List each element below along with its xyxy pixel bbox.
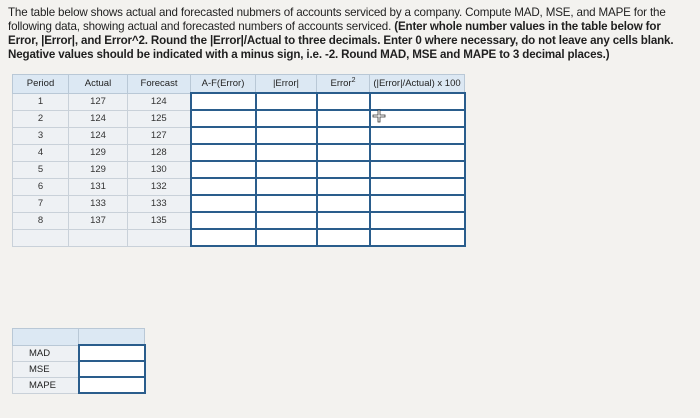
percent-error-input-cell[interactable] <box>370 93 465 110</box>
header-error-squared-label: Error <box>330 78 352 89</box>
forecast-cell: 125 <box>128 110 191 127</box>
summary-label: MAPE <box>13 377 79 393</box>
table-row <box>13 178 465 195</box>
error-input[interactable] <box>192 180 255 193</box>
empty-cell[interactable] <box>191 229 256 246</box>
period-cell: 6 <box>13 178 69 195</box>
actual-cell: 127 <box>69 93 128 110</box>
table-row <box>13 127 465 144</box>
summary-header-blank <box>13 329 79 346</box>
abs-error-input[interactable] <box>257 214 316 227</box>
error-squared-input-cell[interactable] <box>317 93 370 110</box>
actual-cell: 131 <box>69 178 128 195</box>
abs-error-input-cell[interactable] <box>256 161 317 178</box>
error-input[interactable] <box>192 129 255 142</box>
error-input[interactable] <box>192 197 255 210</box>
percent-error-input[interactable] <box>371 214 464 227</box>
empty-cell[interactable] <box>317 229 370 246</box>
abs-error-input-cell[interactable] <box>256 195 317 212</box>
header-error: A-F(Error) <box>191 75 256 94</box>
actual-cell: 124 <box>69 127 128 144</box>
error-input-cell[interactable] <box>191 110 256 127</box>
error-squared-input[interactable] <box>318 95 369 108</box>
actual-cell: 129 <box>69 161 128 178</box>
table-row <box>13 144 465 161</box>
forecast-table <box>12 74 466 247</box>
error-input-cell[interactable] <box>191 212 256 229</box>
summary-header-blank-2 <box>79 329 145 346</box>
percent-error-input-cell[interactable] <box>370 144 465 161</box>
header-abs-error: |Error| <box>256 75 317 94</box>
error-squared-input[interactable] <box>318 163 369 176</box>
summary-input-cell[interactable] <box>79 345 145 361</box>
summary-table <box>12 328 146 394</box>
percent-error-input-cell[interactable] <box>370 178 465 195</box>
abs-error-input-cell[interactable] <box>256 178 317 195</box>
forecast-cell: 128 <box>128 144 191 161</box>
abs-error-input-cell[interactable] <box>256 93 317 110</box>
error-squared-input[interactable] <box>318 197 369 210</box>
abs-error-input-cell[interactable] <box>256 110 317 127</box>
error-squared-input[interactable] <box>318 112 369 125</box>
empty-cell <box>128 229 191 246</box>
table-row-empty <box>13 229 465 246</box>
period-cell: 5 <box>13 161 69 178</box>
header-error-squared-sup: 2 <box>351 76 356 84</box>
summary-label: MSE <box>13 361 79 377</box>
percent-error-input-cell[interactable] <box>370 161 465 178</box>
error-squared-input-cell[interactable] <box>317 212 370 229</box>
summary-input-cell[interactable] <box>79 377 145 393</box>
table-row <box>13 212 465 229</box>
error-input[interactable] <box>192 163 255 176</box>
header-period: Period <box>13 75 69 94</box>
header-row <box>13 75 465 94</box>
abs-error-input[interactable] <box>257 129 316 142</box>
empty-cell <box>69 229 128 246</box>
actual-cell: 124 <box>69 110 128 127</box>
error-input-cell[interactable] <box>191 161 256 178</box>
error-input-cell[interactable] <box>191 178 256 195</box>
empty-cell[interactable] <box>256 229 317 246</box>
abs-error-input-cell[interactable] <box>256 212 317 229</box>
error-squared-input[interactable] <box>318 146 369 159</box>
error-squared-input-cell[interactable] <box>317 178 370 195</box>
percent-error-input[interactable] <box>371 197 464 210</box>
header-actual: Actual <box>69 75 128 94</box>
summary-row <box>13 361 145 377</box>
forecast-cell: 133 <box>128 195 191 212</box>
error-input-cell[interactable] <box>191 144 256 161</box>
error-squared-input-cell[interactable] <box>317 161 370 178</box>
error-squared-input[interactable] <box>318 180 369 193</box>
period-cell: 7 <box>13 195 69 212</box>
error-squared-input[interactable] <box>318 214 369 227</box>
percent-error-input-cell[interactable] <box>370 127 465 144</box>
abs-error-input[interactable] <box>257 95 316 108</box>
percent-error-input[interactable] <box>371 163 464 176</box>
forecast-cell: 127 <box>128 127 191 144</box>
percent-error-input[interactable] <box>371 95 464 108</box>
abs-error-input[interactable] <box>257 146 316 159</box>
header-forecast: Forecast <box>128 75 191 94</box>
error-squared-input-cell[interactable] <box>317 144 370 161</box>
abs-error-input[interactable] <box>257 180 316 193</box>
error-input-cell[interactable] <box>191 127 256 144</box>
summary-body <box>13 345 145 393</box>
abs-error-input-cell[interactable] <box>256 144 317 161</box>
percent-error-input[interactable] <box>371 129 464 142</box>
abs-error-input[interactable] <box>257 163 316 176</box>
percent-error-input-cell[interactable] <box>370 212 465 229</box>
forecast-cell: 130 <box>128 161 191 178</box>
error-input-cell[interactable] <box>191 195 256 212</box>
table-row <box>13 161 465 178</box>
actual-cell: 137 <box>69 212 128 229</box>
error-input[interactable] <box>192 146 255 159</box>
table-row <box>13 110 465 127</box>
summary-header-row <box>13 329 145 346</box>
period-cell: 3 <box>13 127 69 144</box>
period-cell: 8 <box>13 212 69 229</box>
header-percent-error: (|Error|/Actual) x 100 <box>370 75 465 94</box>
error-squared-input-cell[interactable] <box>317 110 370 127</box>
error-input-cell[interactable] <box>191 93 256 110</box>
mad-input[interactable] <box>80 347 144 360</box>
abs-error-input-cell[interactable] <box>256 127 317 144</box>
percent-error-input[interactable] <box>371 180 464 193</box>
forecast-cell: 135 <box>128 212 191 229</box>
abs-error-input[interactable] <box>257 112 316 125</box>
header-error-squared <box>317 75 370 94</box>
instructions-text: The table below shows actual and forecasted nubmers of accounts serviced by a company. Compute MAD, MSE, and MAPE for the following data, showing actual and forecasted numbers of accounts serviced. <box>8 6 666 33</box>
error-squared-input-cell[interactable] <box>317 127 370 144</box>
error-input[interactable] <box>192 214 255 227</box>
period-cell: 1 <box>13 93 69 110</box>
crosshair-cursor-icon <box>372 109 386 123</box>
table-row <box>13 93 465 110</box>
error-squared-input[interactable] <box>318 129 369 142</box>
summary-label: MAD <box>13 345 79 361</box>
table-row <box>13 195 465 212</box>
actual-cell: 133 <box>69 195 128 212</box>
instructions-bold-text: (Enter whole number values in the table below for Error, |Error|, and Error^2. Round the |Error|/Actual to three decimals. Enter 0 where necessary, do not leave any cells blank. Negative values should be indicated with a minus sign, i.e. -2. Round MAD, MSE and MAPE to 3 decimal places.) <box>8 20 674 61</box>
summary-row <box>13 377 145 393</box>
empty-cell <box>13 229 69 246</box>
empty-cell[interactable] <box>370 229 465 246</box>
percent-error-input-cell[interactable] <box>370 195 465 212</box>
forecast-cell: 124 <box>128 93 191 110</box>
summary-row <box>13 345 145 361</box>
mape-input[interactable] <box>80 379 144 392</box>
period-cell: 4 <box>13 144 69 161</box>
actual-cell: 129 <box>69 144 128 161</box>
forecast-cell: 132 <box>128 178 191 195</box>
mse-input[interactable] <box>80 363 144 376</box>
period-cell: 2 <box>13 110 69 127</box>
error-input[interactable] <box>192 95 255 108</box>
abs-error-input[interactable] <box>257 197 316 210</box>
error-input[interactable] <box>192 112 255 125</box>
percent-error-input[interactable] <box>371 146 464 159</box>
instructions <box>8 6 692 62</box>
error-squared-input-cell[interactable] <box>317 195 370 212</box>
table-body <box>13 93 465 246</box>
summary-input-cell[interactable] <box>79 361 145 377</box>
